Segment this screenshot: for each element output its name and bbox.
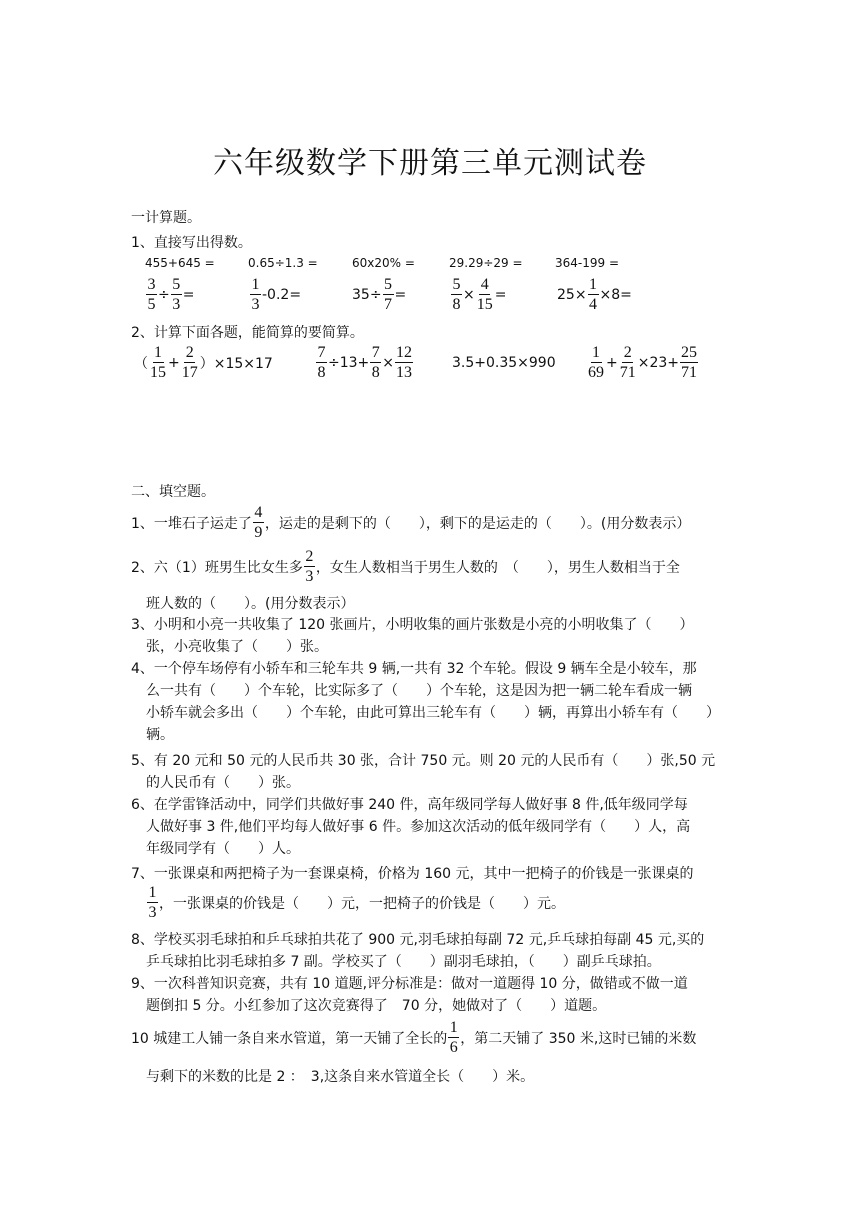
fraction: $\frac{7}{8}$ [371, 344, 380, 381]
expr-78: $\frac{7}{8}$ ÷13+ $\frac{7}{8}$ × $\frac{12}{13}$ [317, 344, 413, 381]
fill-q9: 9、一次科普知识竞赛，共有 10 道题,评分标准是：做对一道题得 10 分，做错或不做一道 题倒扣 5 分。小红参加了这次竞赛得了 70 分，她做对了（ ）道题。 [131, 976, 688, 1014]
section2-heading: 二、填空题。 [131, 484, 215, 500]
fraction: $\frac{3}{5}$ [147, 276, 156, 313]
fraction: $\frac{4}{9}$ [254, 504, 263, 541]
q2-prompt: 2、计算下面各题，能简算的要简算。 [131, 325, 364, 341]
fraction: $\frac{2}{17}$ [181, 344, 198, 381]
expr-frac-div: $\frac{3}{5}$ ÷ $\frac{5}{3}$ = [147, 276, 195, 313]
fill-q7-line2: $\frac{1}{3}$ ，一张课桌的价钱是（ ）元，一把椅子的价钱是（ ）元。 [148, 884, 565, 921]
fraction: $\frac{7}{8}$ [317, 344, 326, 381]
fraction: $\frac{1}{6}$ [449, 1019, 458, 1056]
fill-q2-line2: 班人数的（ ）。(用分数表示） [146, 596, 355, 612]
fill-q8: 8、学校买羽毛球拍和乒乓球拍共花了 900 元,羽毛球拍每副 72 元,乒乓球拍每副 45 元,买的 乒乓球拍比羽毛球拍多 7 副。学校买了（ ）副羽毛球拍，（ ）副乒乓球拍。 [131, 932, 705, 970]
expr-455: 455+645 = [145, 256, 215, 270]
expr-25times: 25× $\frac{1}{4}$ ×8= [557, 276, 632, 313]
expr-2929: 29.29÷29 = [449, 256, 523, 270]
expr-60x20: 60x20% = [352, 256, 415, 270]
fraction: $\frac{12}{13}$ [396, 344, 413, 381]
fill-q1: 1、一堆石子运走了 $\frac{4}{9}$ ，运走的是剩下的（ ），剩下的是运走的（ ）。(用分数表示） [131, 504, 691, 541]
fraction: $\frac{25}{71}$ [681, 344, 698, 381]
fraction: $\frac{1}{3}$ [148, 884, 157, 921]
expr-065: 0.65÷1.3 = [248, 256, 318, 270]
expr-frac-times: $\frac{5}{8}$ × $\frac{4}{15}$ = [452, 276, 507, 313]
fraction: $\frac{1}{15}$ [150, 344, 166, 381]
fill-q3: 3、小明和小亮一共收集了 120 张画片，小明收集的画片张数是小亮的小明收集了（ ） 张，小亮收集了（ ）张。 [131, 617, 694, 655]
fraction: $\frac{5}{7}$ [384, 276, 393, 313]
expr-35: 3.5+0.35×990 [452, 355, 556, 371]
fill-q6: 6、在学雷锋活动中，同学们共做好事 240 件，高年级同学每人做好事 8 件,低年级同学每 人做好事 3 件,他们平均每人做好事 6 件。参加这次活动的低年级同学有（ ）人，高 年级同学有（ ）人。 [131, 797, 691, 857]
expr-364: 364-199 = [555, 256, 620, 270]
fraction: $\frac{2}{3}$ [305, 548, 314, 585]
fill-q2: 2、六（1）班男生比女生多 $\frac{2}{3}$ ，女生人数相当于男生人数的 （ ），男生人数相当于全 [131, 548, 680, 585]
page-title: 六年级数学下册第三单元测试卷 [213, 146, 647, 181]
fraction: $\frac{2}{71}$ [619, 344, 636, 381]
expr-169: $\frac{1}{69}$ + $\frac{2}{71}$ ×23+ $\frac{25}{71}$ [588, 344, 698, 381]
fraction: $\frac{1}{3}$ [251, 276, 260, 313]
fraction: $\frac{5}{3}$ [172, 276, 181, 313]
fraction: $\frac{1}{4}$ [589, 276, 598, 313]
q1-prompt: 1、直接写出得数。 [131, 235, 252, 251]
fraction: $\frac{1}{69}$ [588, 344, 604, 381]
expr-35div: 35÷ $\frac{5}{7}$ = [352, 276, 407, 313]
fill-q5: 5、有 20 元和 50 元的人民币共 30 张，合计 750 元。则 20 元的人民币有（ ）张,50 元 的人民币有（ ）张。 [131, 753, 716, 791]
section1-heading: 一计算题。 [131, 210, 201, 226]
fraction: $\frac{5}{8}$ [452, 276, 461, 313]
fill-q10: 10 城建工人铺一条自来水管道，第一天铺了全长的 $\frac{1}{6}$ ，第二天铺了 350 米,这时已铺的米数 [131, 1019, 697, 1056]
fraction: $\frac{4}{15}$ [476, 276, 493, 313]
fill-q10-line2: 与剩下的米数的比是 2 ： 3,这条自来水管道全长（ ）米。 [146, 1069, 535, 1085]
expr-paren: （ $\frac{1}{15}$ + $\frac{2}{17}$ ）×15×17 [134, 344, 273, 381]
expr-frac-minus: $\frac{1}{3}$ -0.2= [251, 276, 302, 313]
fill-q7: 7、一张课桌和两把椅子为一套课桌椅，价格为 160 元，其中一把椅子的价钱是一张课桌的 [131, 866, 694, 882]
fill-q4: 4、一个停车场停有小轿车和三轮车共 9 辆,一共有 32 个车轮。假设 9 辆车全是小较车，那 么一共有（ ）个车轮，比实际多了（ ）个车轮，这是因为把一辆二轮车看成一辆 小轿车就会多出（ ）个车轮，由此可算出三轮车有（ ）辆，再算出小轿车有（ ） 辆。 [131, 661, 720, 743]
